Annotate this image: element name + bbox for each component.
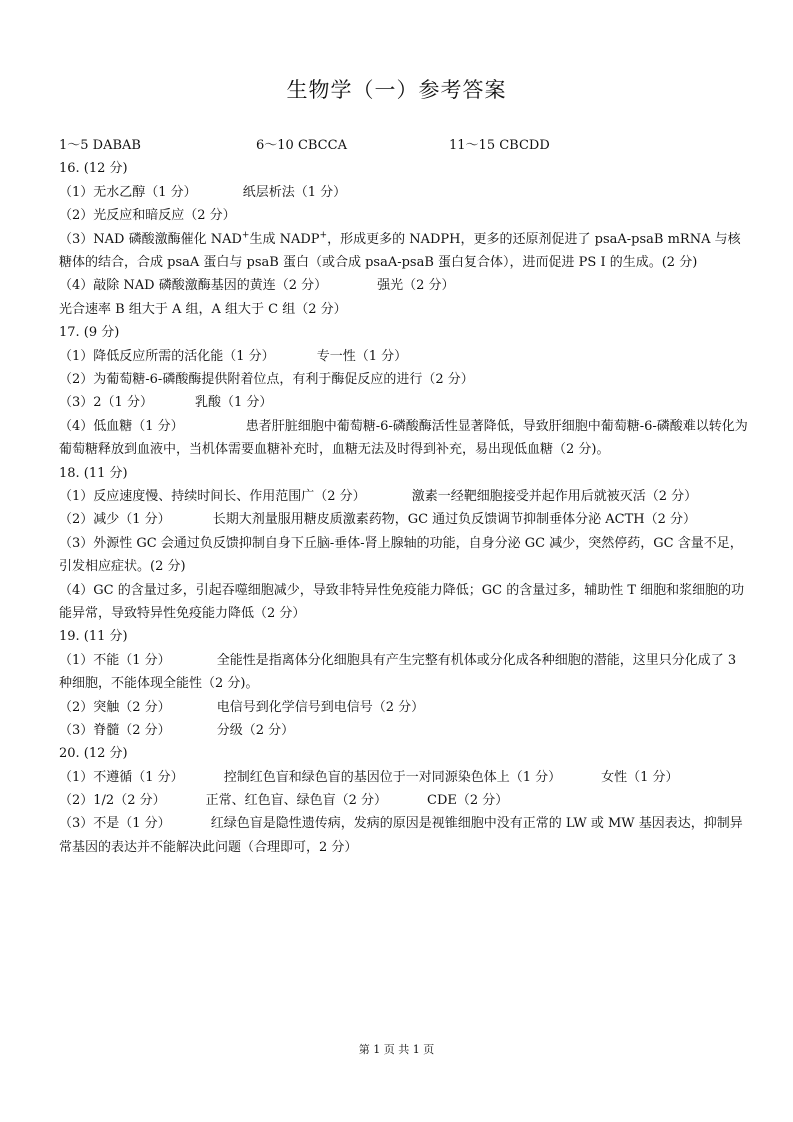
- q16-answer-4-cont: 光合速率 B 组大于 A 组，A 组大于 C 组（2 分）: [59, 301, 347, 317]
- q20-a3b: 红绿色盲是隐性遗传病，发病的原因是视锥细胞中没有正常的 LW 或 MW 基因表达，抑制异常基因的表达并不能解决此问题（合理即可，2 分）: [59, 816, 743, 855]
- q16-answer-4: [59, 274, 749, 297]
- q16-answer-2: （2）光反应和暗反应（2 分）: [59, 208, 236, 224]
- q17-heading: 17. (9 分): [59, 325, 120, 341]
- mc-answers-1-5: 1～5 DABAB: [59, 138, 141, 153]
- multiple-choice-answers: [59, 134, 749, 157]
- q17-a3: （3）2（1 分）: [59, 395, 153, 411]
- q19-heading: 19. (11 分): [59, 629, 128, 645]
- q20-a2c: CDE（2 分）: [427, 793, 509, 809]
- q16-a1: （1）无水乙醇（1 分）: [59, 184, 197, 200]
- q16-a3-part3: ，形成更多的 NADPH，更多的还原剂促进了 psaA-psaB mRNA 与核糖体的结合，合成 psaA 蛋白与 psaB 蛋白（或合成 psaA-psaB 蛋白复合体），进而促进 PS Ⅰ 的生成。(2 分): [59, 231, 741, 270]
- q20-a2: （2）1/2（2 分）: [59, 793, 166, 809]
- q19-answer-2: [59, 696, 749, 719]
- q19-a3b: 分级（2 分）: [216, 722, 295, 738]
- q18-answer-3: （3）外源性 GC 会通过负反馈抑制自身下丘脑-垂体-肾上腺轴的功能，自身分泌 GC 减少，突然停药，GC 含量不足，引发相应症状。(2 分): [59, 535, 743, 575]
- q20-answer-1: [59, 766, 749, 789]
- q19-answer-1: [59, 649, 749, 696]
- q20-a1: （1）不遵循（1 分）: [59, 769, 184, 785]
- q18-a2b: 长期大剂量服用糖皮质激素药物，GC 通过负反馈调节抑制垂体分泌 ACTH（2 分）: [212, 512, 697, 528]
- q20-answer-3: [59, 812, 749, 859]
- q17-a1b: 专一性（1 分）: [316, 348, 408, 364]
- q19-a1b: 全能性是指离体分化细胞具有产生完整有机体或分化成各种细胞的潜能，这里只分化成了 3 种细胞，不能体现全能性（2 分)。: [59, 652, 737, 692]
- q20-a3: （3）不是（1 分）: [59, 816, 171, 832]
- q17-a3b: 乳酸（1 分）: [194, 395, 273, 411]
- answer-body: [59, 134, 749, 859]
- q18-a1b: 激素一经靶细胞接受并起作用后就被灭活（2 分）: [411, 488, 698, 504]
- q16-a3-part1: （3）NAD 磷酸激酶催化 NAD: [59, 231, 242, 247]
- q16-a4b: 强光（2 分）: [377, 278, 455, 294]
- q19-a2b: 电信号到化学信号到电信号（2 分）: [216, 699, 425, 715]
- q20-heading: 20. (12 分): [59, 746, 128, 762]
- page-footer: 第 1 页 共 1 页: [358, 1043, 435, 1056]
- q17-answer-1: [59, 345, 749, 368]
- q19-answer-3: [59, 719, 749, 742]
- superscript-plus: +: [241, 230, 250, 241]
- q18-a2: （2）减少（1 分）: [59, 512, 171, 528]
- q16-answer-1: [59, 181, 749, 204]
- q17-answer-2: （2）为葡萄糖-6-磷酸酶提供附着位点，有利于酶促反应的进行（2 分）: [59, 371, 474, 387]
- q16-a1b: 纸层析法（1 分）: [242, 184, 347, 200]
- q16-heading: 16. (12 分): [59, 161, 128, 177]
- q20-a1b: 控制红色盲和绿色盲的基因位于一对同源染色体上（1 分）: [223, 769, 562, 785]
- q20-answer-2: [59, 789, 749, 812]
- q18-answer-2: [59, 508, 749, 531]
- q16-a4: （4）敲除 NAD 磷酸激酶基因的黄连（2 分）: [59, 278, 328, 294]
- q16-answer-3: [59, 228, 749, 275]
- q18-heading: 18. (11 分): [59, 465, 128, 481]
- q18-answer-4: （4）GC 的含量过多，引起吞噬细胞减少，导致非特异性免疫能力降低；GC 的含量过多，辅助性 T 细胞和浆细胞的功能异常，导致特异性免疫能力降低（2 分）: [59, 582, 745, 621]
- q18-a1: （1）反应速度慢、持续时间长、作用范围广（2 分）: [59, 488, 366, 504]
- q17-a1: （1）降低反应所需的活化能（1 分）: [59, 348, 275, 364]
- mc-answers-6-10: 6～10 CBCCA: [256, 138, 347, 153]
- q17-a4b: 患者肝脏细胞中葡萄糖-6-磷酸酶活性显著降低，导致肝细胞中葡萄糖-6-磷酸难以转化为葡萄糖释放到血液中，当机体需要血糖补充时，血糖无法及时得到补充，易出现低血糖（2 分)。: [59, 418, 748, 458]
- superscript-plus: +: [319, 230, 328, 241]
- q20-a1c: 女性（1 分）: [601, 769, 679, 785]
- page-title: 生物学（一）参考答案: [286, 78, 507, 102]
- q17-a4: （4）低血糖（1 分）: [59, 418, 184, 434]
- mc-answers-11-15: 11～15 CBCDD: [449, 138, 550, 153]
- q17-answer-4: [59, 415, 749, 462]
- q19-a2: （2）突触（2 分）: [59, 699, 171, 715]
- q20-a2b: 正常、红色盲、绿色盲（2 分）: [205, 793, 388, 809]
- q19-a1: （1）不能（1 分）: [59, 652, 171, 668]
- q18-answer-1: [59, 485, 749, 508]
- q16-a3-part2: 生成 NADP: [249, 231, 320, 247]
- q17-answer-3: [59, 391, 749, 414]
- q19-a3: （3）脊髓（2 分）: [59, 722, 171, 738]
